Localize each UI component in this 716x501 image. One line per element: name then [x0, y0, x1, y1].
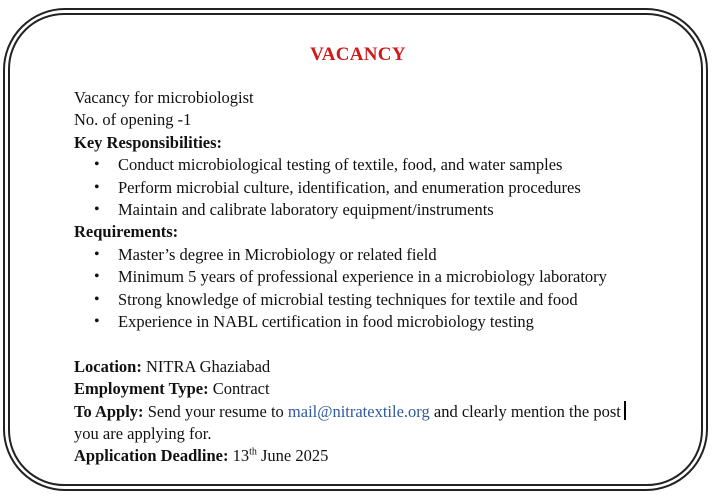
responsibility-item: • Perform microbial culture, identification, and enumeration procedures [74, 177, 674, 199]
bullet-icon: • [94, 156, 100, 174]
employment-type-value: Contract [212, 379, 270, 399]
deadline-line [74, 445, 674, 467]
employment-type-line [74, 378, 674, 400]
bullet-icon: • [94, 268, 100, 286]
location-label: Location: [74, 356, 142, 376]
requirement-item: • Experience in NABL certification in food microbiology testing [74, 311, 674, 333]
vacancy-position-line: Vacancy for microbiologist [74, 88, 254, 107]
bullet-icon: • [94, 178, 100, 196]
responsibility-item: • Conduct microbiological testing of textile, food, and water samples [74, 154, 674, 176]
employment-type-label: Employment Type: [74, 379, 209, 399]
apply-text-after: and clearly mention the post [433, 401, 621, 421]
apply-line [74, 401, 674, 423]
requirement-item: • Strong knowledge of microbial testing techniques for textile and food [74, 289, 674, 311]
responsibilities-list [74, 154, 674, 221]
apply-label: To Apply: [74, 401, 144, 421]
bullet-icon: • [94, 290, 100, 308]
text-cursor [624, 401, 626, 420]
apply-line-continued: you are applying for. [74, 424, 212, 444]
responsibility-item: • Maintain and calibrate laboratory equipment/instruments [74, 199, 674, 221]
vacancy-body [74, 87, 674, 468]
location-value: NITRA Ghaziabad [145, 356, 271, 376]
blank-line [74, 333, 674, 355]
requirement-item: • Minimum 5 years of professional experience in a microbiology laboratory [74, 266, 674, 288]
deadline-day-suffix: th [249, 446, 257, 458]
responsibilities-heading: Key Responsibilities: [74, 132, 223, 152]
apply-text-before: Send your resume to [147, 401, 284, 421]
requirements-list [74, 244, 674, 334]
page-title: VACANCY [310, 44, 406, 65]
requirements-heading: Requirements: [74, 222, 179, 242]
bullet-icon: • [94, 245, 100, 263]
deadline-day: 13 [232, 446, 250, 466]
deadline-rest: June 2025 [261, 446, 329, 466]
location-line [74, 356, 674, 378]
bullet-icon: • [94, 313, 100, 331]
openings-line: No. of opening -1 [74, 110, 192, 130]
bullet-icon: • [94, 201, 100, 219]
requirement-item: • Master’s degree in Microbiology or related field [74, 244, 674, 266]
deadline-label: Application Deadline: [74, 446, 229, 466]
email-link[interactable]: mail@nitratextile.org [287, 401, 430, 421]
